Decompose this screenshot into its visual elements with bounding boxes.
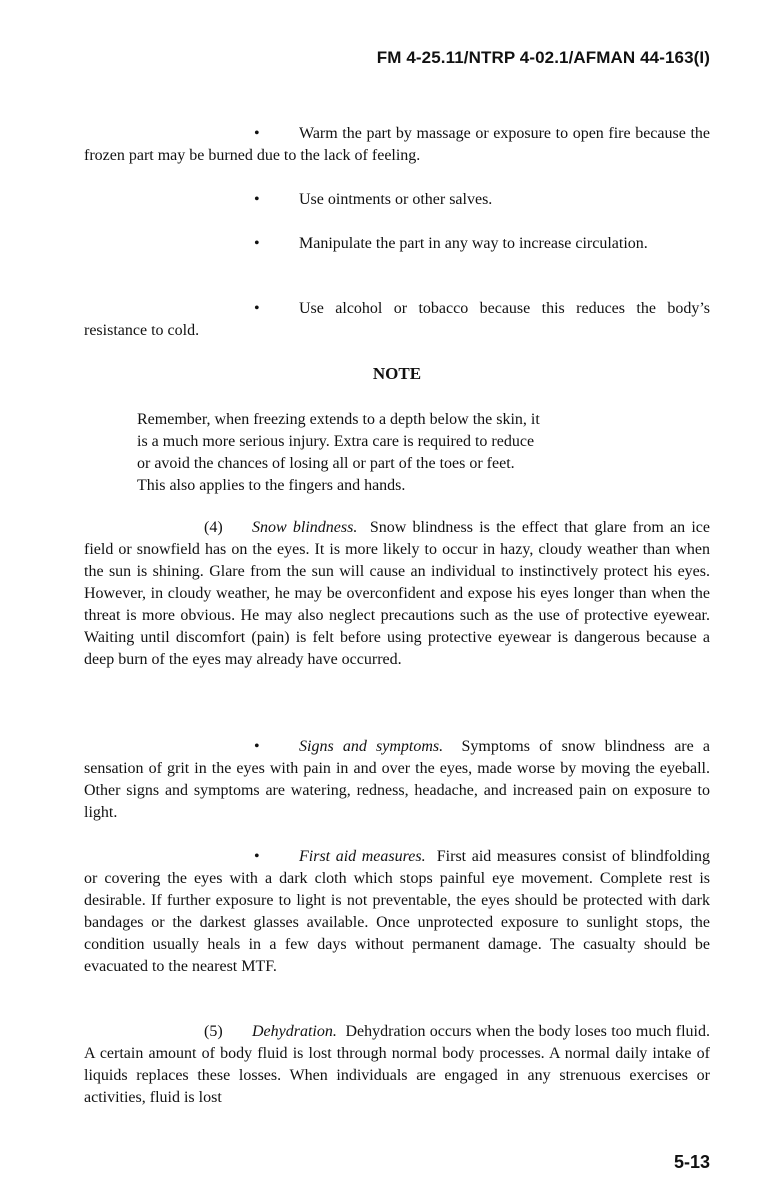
bullet-signs-symptoms [84,736,710,824]
bullet-marker: • [254,848,260,865]
paragraph-number: (4) [204,519,223,536]
bullet-text: Use alcohol or tobacco because this reduces the body’s resistance to cold. [84,300,710,339]
note-line: Remember, when freezing extends to a depth below the skin, it [137,411,540,428]
page-number: 5-13 [673,1152,710,1172]
paragraph-dehydration [84,1021,710,1109]
paragraph-title: Snow blindness. [252,519,358,536]
bullet-marker: • [254,738,260,755]
bullet-warm-part [84,123,710,167]
bullet-marker: • [254,125,260,142]
paragraph-snow-blindness [84,517,710,671]
note-title: NOTE [372,364,422,383]
bullet-title: First aid measures. [299,848,426,865]
bullet-marker: • [254,300,260,317]
bullet-text: Symptoms of snow blindness are a sensation of grit in the eyes with pain in and over the eyes, made worse by moving the eyeball. Other signs and symptoms are watering, redness, headache, and increased pain on exposure to light. [84,738,711,821]
running-header: FM 4-25.11/NTRP 4-02.1/AFMAN 44-163(I) [376,48,710,67]
bullet-text: First aid measures consist of blindfolding or covering the eyes with a dark cloth which stops painful eye movement. Complete rest is desirable. If further exposure to light is not preventable, the eyes should be protected with dark bandages or the darkest glasses available. Once unprotected exposure to sunlight stops, the condition usually heals in a few days without permanent damage. The casualty should be evacuated to the nearest MTF. [84,848,711,975]
bullet-text: Manipulate the part in any way to increase circulation. [299,235,648,252]
bullet-alcohol-tobacco [84,298,710,342]
bullet-marker: • [254,191,260,208]
note-line: or avoid the chances of losing all or part of the toes or feet. [137,455,515,472]
bullet-manipulate [84,233,710,255]
bullet-first-aid [84,846,710,978]
bullet-ointments [84,189,710,211]
paragraph-number: (5) [204,1023,223,1040]
bullet-text: Use ointments or other salves. [299,191,493,208]
paragraph-text: Dehydration occurs when the body loses too much fluid. A certain amount of body fluid is lost through normal body processes. A normal daily intake of liquids replaces these losses. When individuals are engaged in any strenuous exercises or activities, fluid is lost [84,1023,710,1106]
bullet-text: Warm the part by massage or exposure to open fire because the frozen part may be burned due to the lack of feeling. [84,125,710,164]
paragraph-text: Snow blindness is the effect that glare from an ice field or snowfield has on the eyes. It is more likely to occur in hazy, cloudy weather than when the sun is shining. Glare from the sun will cause an individual to instinctively protect his eyes. However, in cloudy weather, he may be overconfident and expose his eyes longer than when the threat is more obvious. He may also neglect precautions such as the use of protective eyewear. Waiting until discomfort (pain) is felt before using protective eyewear is dangerous because a deep burn of the eyes may already have occurred. [84,519,710,668]
bullet-marker: • [254,235,260,252]
note-body [137,409,657,497]
note-line: This also applies to the fingers and hands. [137,477,406,494]
paragraph-title: Dehydration. [252,1023,337,1040]
note-line: is a much more serious injury. Extra care is required to reduce [137,433,535,450]
bullet-title: Signs and symptoms. [299,738,444,755]
